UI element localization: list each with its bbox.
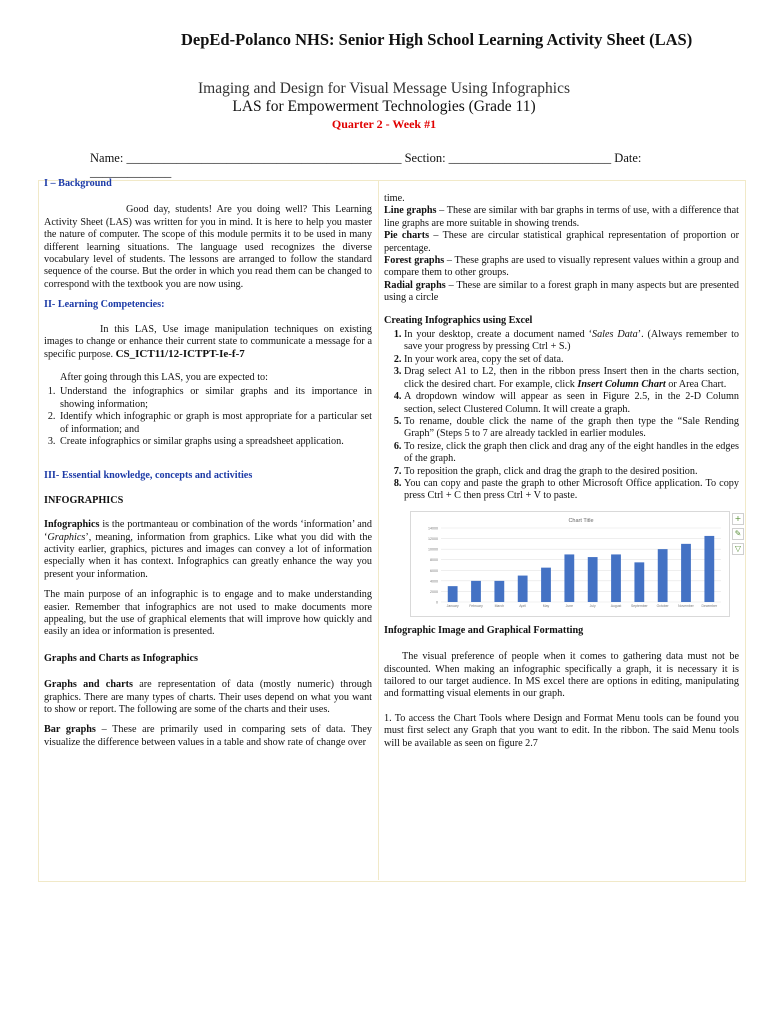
list-item: 7. To reposition the graph, click and drag the graph to the desired position. (404, 466, 739, 478)
infographics-text-a: is the portmanteau or combination of the words ‘information’ and ‘ (44, 519, 372, 543)
y-tick-label: 12000 (428, 536, 438, 541)
x-tick-label: October (656, 603, 669, 608)
right-column (384, 193, 742, 758)
infographics-purpose-paragraph: The main purpose of an infographic is to engage and to make understanding easier. Remember that infographics are not used to make documents more appealing, but the use of graphical elements that will improve how quickly and easily an idea or information is presented. (44, 589, 372, 638)
graphs-term: Graphs and charts (44, 679, 133, 691)
chart-bar (564, 554, 574, 602)
x-tick-label: August (610, 603, 622, 608)
filter-icon: ▽ (732, 543, 744, 555)
creating-heading: Creating Infographics using Excel (384, 314, 533, 326)
chart-types-paragraph (384, 193, 739, 305)
competency-code: CS_ICT11/12-ICTPT-Ie-f-7 (115, 348, 245, 361)
x-tick-label: July (589, 603, 596, 608)
graphs-paragraph (44, 679, 372, 716)
step1-text-a: In your desktop, create a document named ‘ (404, 329, 592, 341)
list-item (404, 329, 739, 354)
excel-chart-figure (410, 511, 750, 615)
competencies-paragraph (44, 324, 372, 362)
chart-tools (732, 513, 744, 558)
x-tick-label: November (678, 603, 694, 608)
step3-text-b: or Area Chart. (668, 378, 727, 390)
chart-bar (494, 581, 504, 602)
objectives-list (44, 386, 372, 448)
formatting-heading: Infographic Image and Graphical Formatting (384, 624, 584, 636)
infographics-paragraph (44, 519, 372, 581)
list-item: 4. A dropdown window will appear as seen in Figure 2.5, in the 2-D Column section, select Clustered Column. It will create a graph. (404, 391, 739, 416)
chart-bar (518, 575, 528, 601)
forest-graphs-text: – These graphs are used to visually represent values within a group and compare them to other groups. (384, 255, 739, 279)
y-tick-label: 6000 (430, 568, 438, 573)
line-graphs-text: – These are similar with bar graphs in terms of use, with a difference that line graphs are more suitable in showing trends. (384, 205, 739, 229)
background-heading: I – Background (44, 178, 112, 189)
sales-column-chart (410, 511, 730, 617)
name-section-date-line: Name: ____________________________________________ Section: __________________________ Date: _____________ (90, 151, 642, 179)
infographics-text-b: ’, meaning, information from graphics. Like what you did with the activity earlier, graphics, pictures and images can convey a lot of information especially when it has context. Infographics can greatly enhance the way you present your information. (44, 531, 372, 580)
x-tick-label: December (701, 603, 718, 608)
sheet-course: LAS for Empowerment Technologies (Grade 11) (232, 98, 536, 115)
insert-column-chart-label: Insert Column Chart (577, 378, 666, 390)
y-tick-label: 14000 (428, 526, 438, 531)
sheet-quarter: Quarter 2 - Week #1 (331, 117, 437, 131)
chart-bar (611, 554, 621, 602)
brush-icon: ✎ (732, 528, 744, 540)
left-column (44, 178, 372, 757)
bar-graphs-term: Bar graphs (44, 724, 96, 736)
time-word: time. (384, 193, 405, 204)
line-graphs-term: Line graphs (384, 205, 437, 217)
x-tick-label: June (565, 603, 574, 608)
chart-bar (634, 562, 644, 602)
list-item: 8. You can copy and paste the graph to other Microsoft Office application. To copy press Ctrl + C then press Ctrl + V to paste. (404, 478, 739, 503)
chart-bar (658, 549, 668, 602)
infographics-term: Infographics (44, 519, 100, 531)
step1-text-b: ’. (Always remember to save your progress by pressing Ctrl + S.) (404, 329, 739, 353)
bar-graphs-paragraph (44, 724, 372, 749)
graphics-word: Graphics (47, 531, 86, 543)
background-paragraph: Good day, students! Are you doing well? This Learning Activity Sheet (LAS) was written for you in mind. It is here to help you master the nature of computer. The scope of this module permits it to be used in many different learning situations. The language used recognizes the diverse vocabulary level of students. The lessons are arranged to follow the standard sequence of the course. But the order in which you read them can be changed to correspond with the textbook you are now using. (44, 204, 372, 290)
chart-title: Chart Title (568, 517, 594, 524)
sales-data-name: Sales Data (591, 329, 638, 341)
list-item: 2. Identify which infographic or graph is most appropriate for a particular set of information; and (58, 411, 372, 436)
graphs-text: are representation of data (mostly numeric) through graphics. There are many types of charts. Their uses depend on what you want to show or report. The following are some of the charts and their uses. (44, 679, 372, 715)
x-tick-label: February (469, 603, 483, 608)
bar-graphs-text: – These are primarily used in comparing sets of data. They visualize the difference between values in a table and show rate of change over (44, 724, 373, 748)
sheet-title: DepEd-Polanco NHS: Senior High School Learning Activity Sheet (LAS) (181, 30, 693, 49)
x-tick-label: January (446, 603, 459, 608)
chart-tools-paragraph: 1. To access the Chart Tools where Design and Format Menu tools can be found you must first select any Graph that you want to edit. In the ribbon. The said Menu tools will be available as seen on figure 2.7 (384, 712, 739, 749)
y-tick-label: 0 (436, 600, 438, 605)
plus-icon: + (732, 513, 744, 525)
x-tick-label: March (494, 603, 505, 608)
excel-steps-list (384, 329, 739, 503)
infographics-heading: INFOGRAPHICS (44, 494, 124, 506)
y-tick-label: 4000 (430, 579, 438, 584)
chart-bar (448, 586, 458, 602)
essential-heading: III- Essential knowledge, concepts and activities (44, 470, 253, 482)
pie-charts-text: – These are circular statistical graphical representation of proportion or percentage. (384, 230, 739, 254)
list-item: 1. Understand the infographics or similar graphs and its importance in showing information; (58, 386, 372, 411)
radial-graphs-term: Radial graphs (384, 279, 446, 291)
list-item: 2. In your work area, copy the set of data. (404, 354, 739, 366)
column-divider (378, 180, 379, 880)
competencies-text: In this LAS, Use image manipulation techniques on existing images to change or enhance their current state to communicate a message for a specific purpose. (44, 323, 372, 361)
pie-charts-term: Pie charts (384, 230, 430, 242)
x-tick-label: May (542, 603, 550, 608)
chart-bar (541, 567, 551, 601)
list-item: 3. Create infographics or similar graphs using a spreadsheet application. (58, 436, 372, 448)
y-tick-label: 10000 (428, 547, 438, 552)
graphs-heading: Graphs and Charts as Infographics (44, 652, 198, 664)
forest-graphs-term: Forest graphs (384, 255, 445, 267)
list-item (404, 366, 739, 391)
radial-graphs-text: – These are similar to a forest graph in many aspects but are presented using a circle (384, 279, 739, 304)
step3-text-a: Drag select A1 to L2, then in the ribbon press Insert then in the charts section, click the desired chart. For example, click (404, 366, 739, 390)
formatting-paragraph: The visual preference of people when it comes to gathering data must not be discounted. When making an infographic specifically a graph, it is necessary it is tailored to our target audience. In MS excel there are options in editing, manipulating and formatting visual elements in our graph. (384, 651, 739, 700)
chart-bar (704, 536, 714, 602)
chart-bar (471, 581, 481, 602)
y-tick-label: 2000 (430, 589, 438, 594)
y-tick-label: 8000 (430, 557, 438, 562)
x-tick-label: April (519, 603, 527, 608)
list-item: 6. To resize, click the graph then click and drag any of the eight handles in the edges of the graph. (404, 441, 739, 466)
chart-bar (681, 544, 691, 602)
sheet-topic: Imaging and Design for Visual Message Using Infographics (198, 80, 570, 97)
competencies-heading: II- Learning Competencies: (44, 299, 165, 311)
list-item: 5. To rename, double click the name of the graph then type the “Sale Rending Graph” (Steps 5 to 7 are already tackled in earlier modules. (404, 416, 739, 441)
chart-bar (588, 557, 598, 602)
x-tick-label: September (631, 603, 648, 608)
expected-intro: After going through this LAS, you are expected to: (60, 371, 268, 383)
